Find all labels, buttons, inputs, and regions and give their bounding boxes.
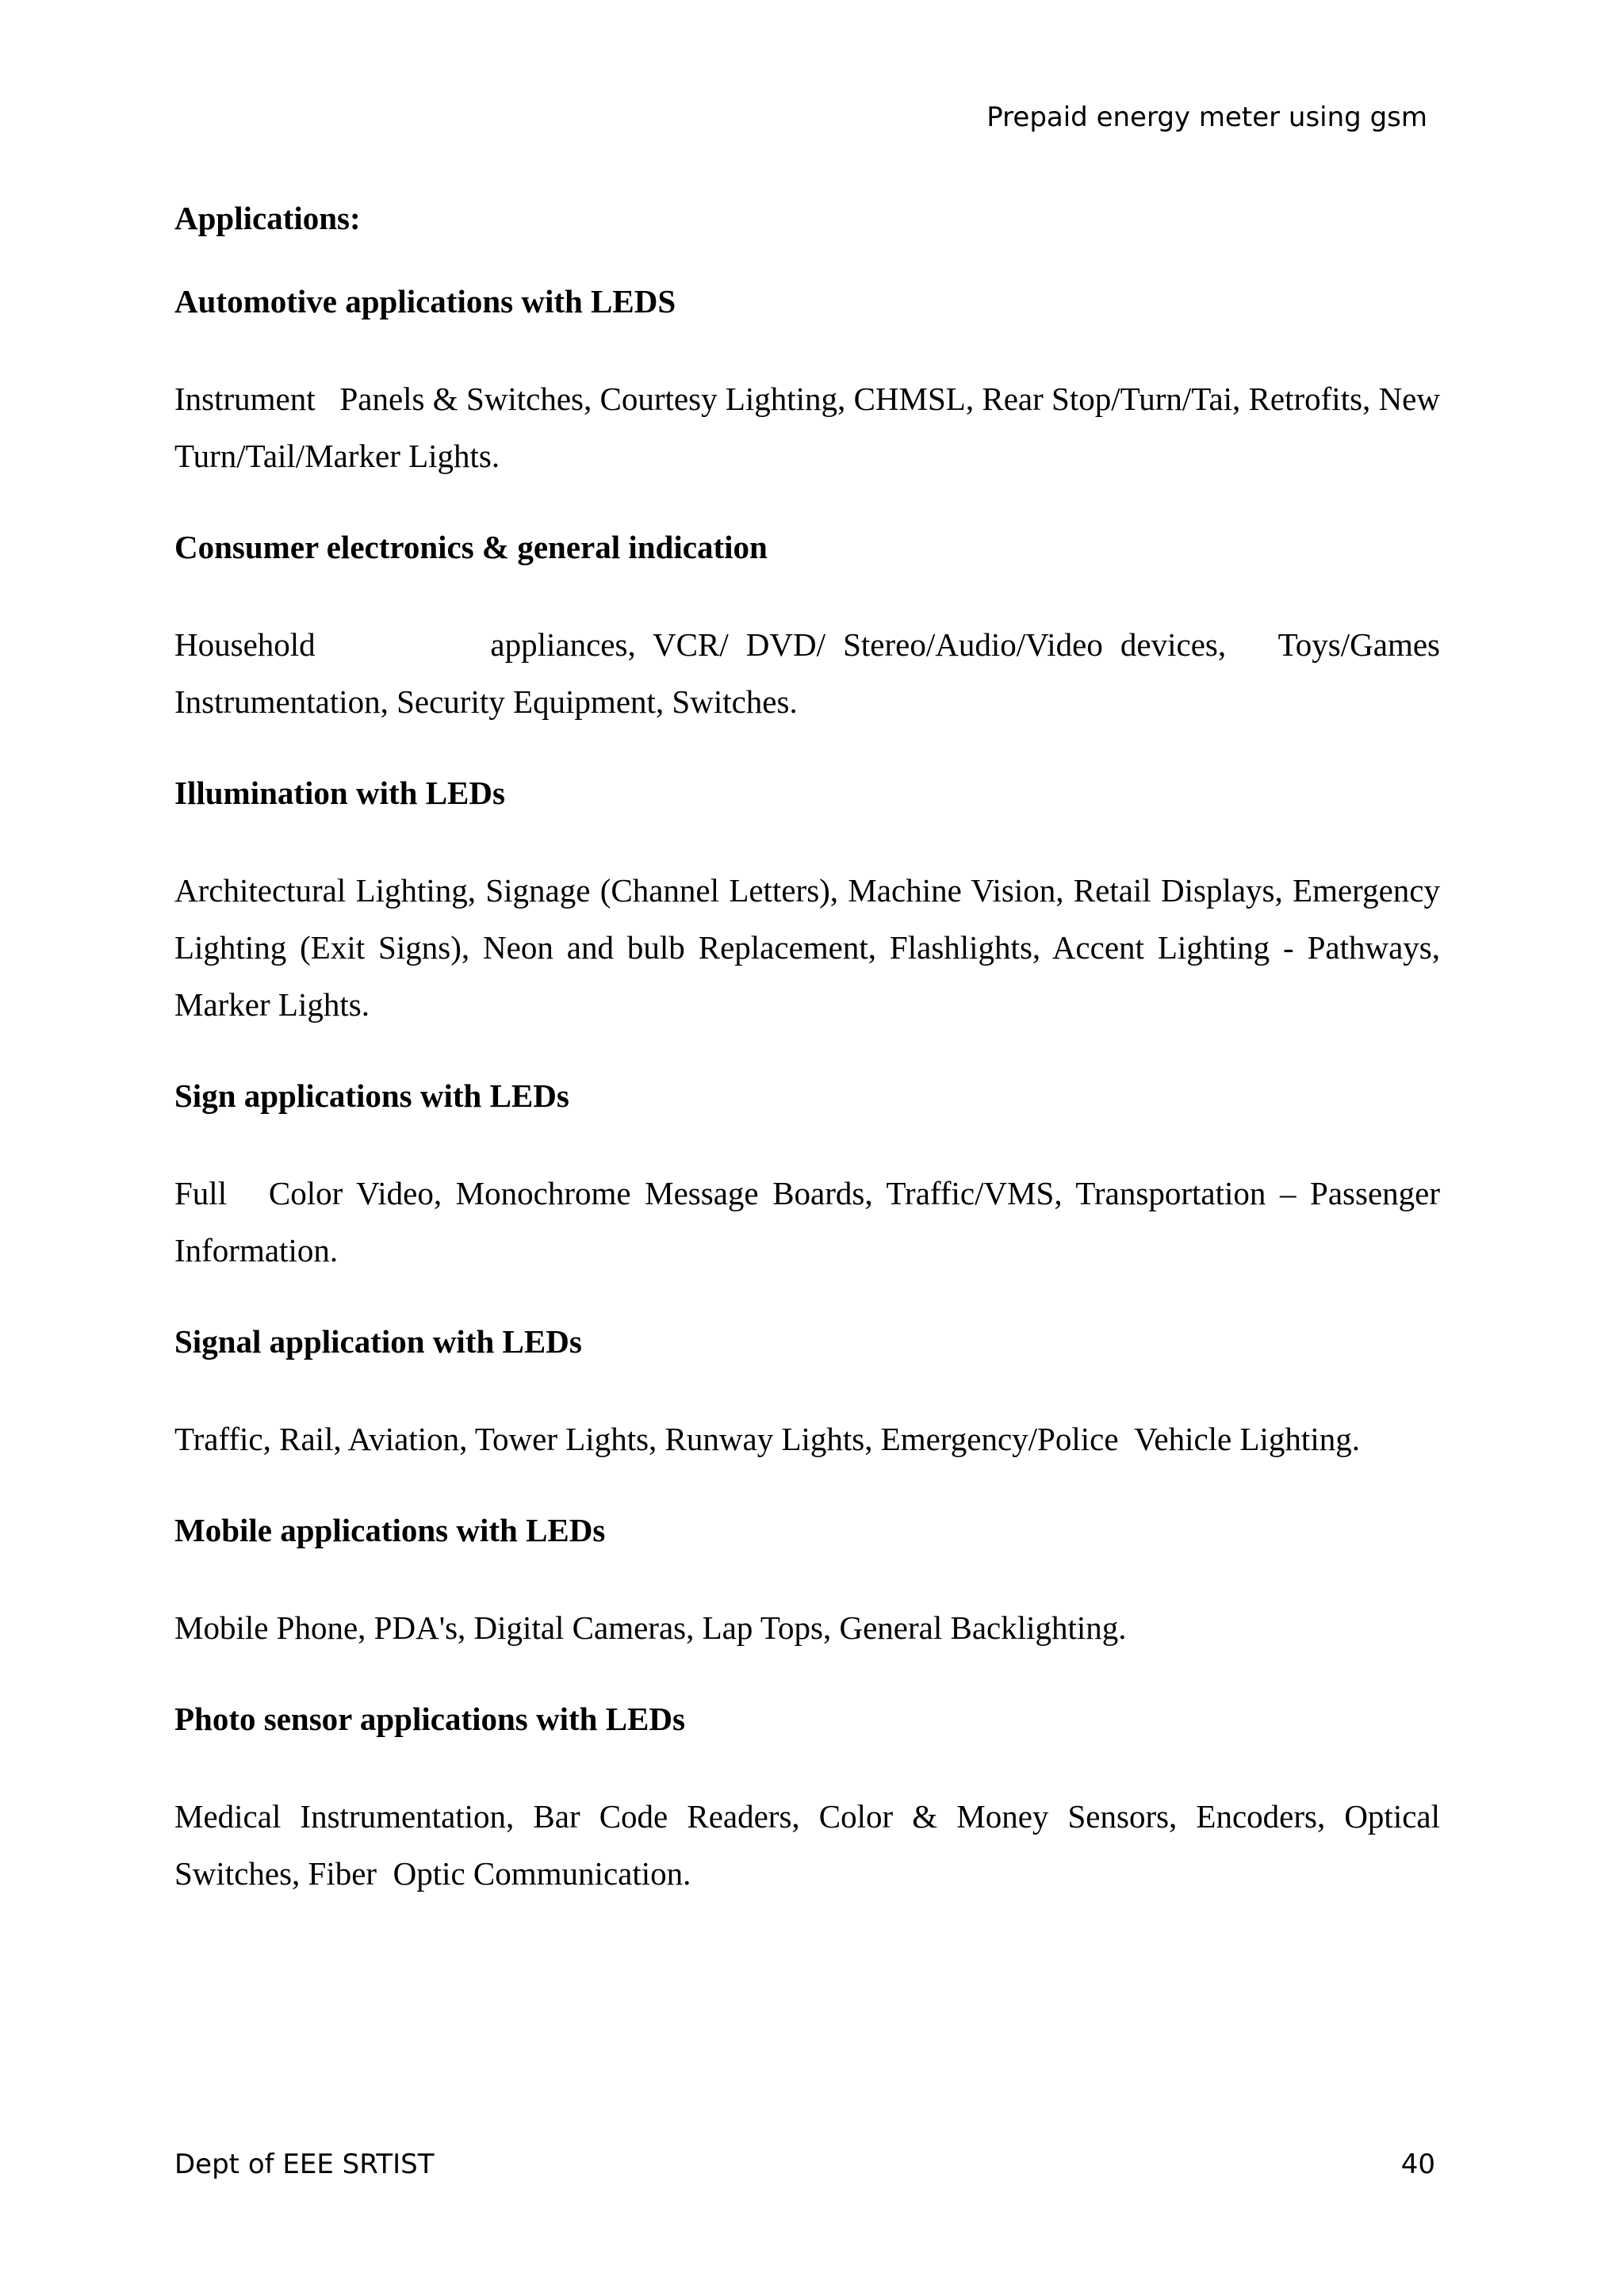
section-heading: Sign applications with LEDs [174,1077,569,1114]
section-consumer-electronics [174,523,1449,730]
section-mobile [174,1506,1440,1656]
page-number: 40 [1400,2149,1435,2180]
section-illumination [174,769,1449,1033]
section-paragraph: Mobile Phone, PDA's, Digital Cameras, Lap Tops, General Backlighting. [174,1609,1127,1646]
section-heading: Photo sensor applications with LEDs [174,1701,685,1737]
section-heading: Illumination with LEDs [174,775,505,811]
section-paragraph: Household appliances, VCR/ DVD/ Stereo/Audio/Video devices, Toys/Games Instrumentation, Security Equipment, Switches. [174,626,1449,720]
running-header: Prepaid energy meter using gsm [986,101,1427,133]
section-heading: Signal application with LEDs [174,1323,582,1360]
section-paragraph: Architectural Lighting, Signage (Channel Letters), Machine Vision, Retail Displays, Emergency Lighting (Exit Signs), Neon and bulb Replacement, Flashlights, Accent Lighting - Pathways, Marker Lights. [174,872,1449,1023]
section-heading: Automotive applications with LEDS [174,283,676,320]
section-photo-sensor [174,1695,1449,1902]
section-paragraph: Instrument Panels & Switches, Courtesy Lighting, CHMSL, Rear Stop/Turn/Tai, Retrofits, New Turn/Tail/Marker Lights. [174,381,1448,474]
footer-department: Dept of EEE SRTIST [174,2149,435,2180]
section-heading: Consumer electronics & general indication [174,529,768,565]
section-sign [174,1072,1449,1279]
section-paragraph: Medical Instrumentation, Bar Code Readers, Color & Money Sensors, Encoders, Optical Switches, Fiber Optic Communication. [174,1798,1449,1892]
section-signal [174,1318,1440,1468]
page-body [174,194,1449,1941]
page-title: Applications: [174,200,361,236]
section-paragraph: Full Color Video, Monochrome Message Boards, Traffic/VMS, Transportation – Passenger Information. [174,1175,1449,1269]
section-heading: Mobile applications with LEDs [174,1512,606,1548]
section-paragraph: Traffic, Rail, Aviation, Tower Lights, Runway Lights, Emergency/Police Vehicle Lighting. [174,1421,1360,1457]
section-automotive [174,277,1448,484]
